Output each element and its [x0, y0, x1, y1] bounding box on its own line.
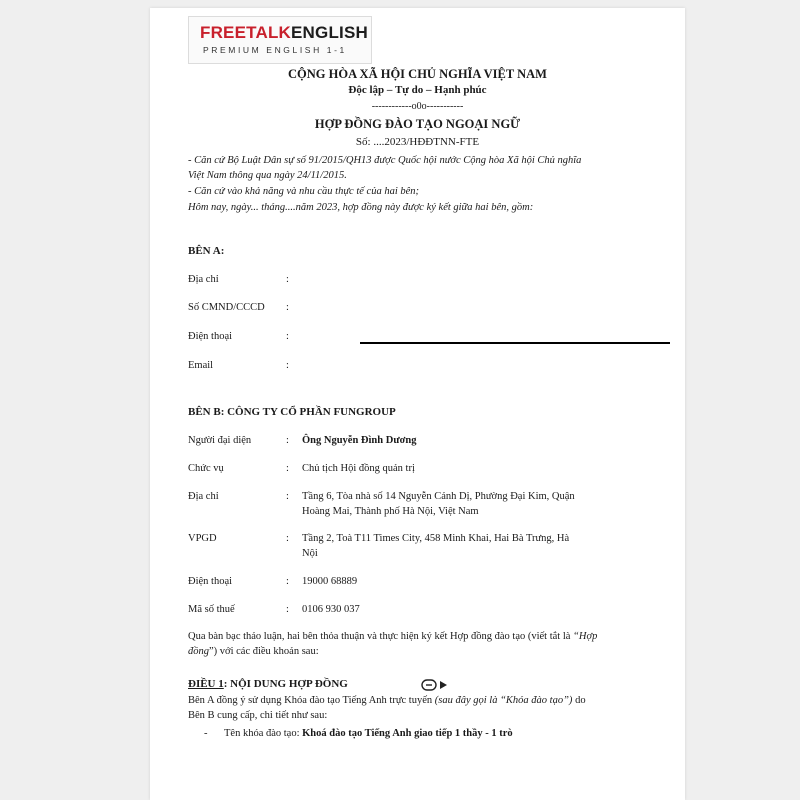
caret-arrow-icon	[421, 679, 453, 691]
party-b-address-label: Địa chỉ	[188, 491, 219, 502]
party-a-address-colon: :	[286, 274, 289, 285]
article-1-para-1: Bên A đồng ý sử dụng Khóa đào tạo Tiếng Anh trực tuyến (sau đây gọi là “Khóa đào tạo”) do	[188, 695, 586, 706]
party-b-office-label: VPGD	[188, 533, 217, 544]
party-a-phone-colon: :	[286, 331, 289, 342]
blank-fill-line	[360, 342, 670, 344]
party-a-id-label: Số CMND/CCCD	[188, 302, 265, 313]
party-a-email-colon: :	[286, 360, 289, 371]
legal-basis-1: - Căn cứ Bộ Luật Dân sự số 91/2015/QH13 được Quốc hội nước Cộng hòa Xã hội Chủ nghĩa	[188, 155, 582, 166]
agreement-line-1: Qua bàn bạc thảo luận, hai bên thỏa thuận và thực hiện ký kết Hợp đồng đào tạo (viết tắt là “Hợp	[188, 631, 598, 642]
article-1-para-2: Bên B cung cấp, chi tiết như sau:	[188, 710, 328, 721]
legal-basis-2: - Căn cứ vào khả năng và nhu cầu thực tế của hai bên;	[188, 186, 420, 197]
party-b-office-value-cont: Nội	[302, 548, 318, 559]
party-a-phone-label: Điện thoại	[188, 331, 233, 342]
party-b-phone-label: Điện thoại	[188, 576, 233, 587]
party-b-address-value-cont: Hoàng Mai, Thành phố Hà Nội, Việt Nam	[302, 506, 479, 517]
bullet-dash: -	[204, 728, 208, 739]
party-b-rep-label: Người đại diện	[188, 435, 252, 446]
party-a-address-label: Địa chỉ	[188, 274, 219, 285]
party-b-tax-label: Mã số thuế	[188, 604, 235, 615]
course-name-item: Tên khóa đào tạo: Khoá đào tạo Tiếng Anh giao tiếp 1 thầy - 1 trò	[224, 728, 513, 739]
party-b-rep-value: Ông Nguyễn Đình Dương	[302, 435, 417, 446]
contract-title: HỢP ĐỒNG ĐÀO TẠO NGOẠI NGỮ	[314, 117, 521, 131]
country-name: CỘNG HÒA XÃ HỘI CHỦ NGHĨA VIỆT NAM	[288, 67, 547, 81]
brand-logo	[188, 16, 372, 64]
party-b-position-value: Chủ tịch Hội đồng quản trị	[302, 463, 415, 474]
legal-basis-1-cont: Việt Nam thông qua ngày 24/11/2015.	[188, 170, 347, 181]
contract-number: Số: ....2023/HĐĐTNN-FTE	[355, 136, 480, 148]
party-b-address-value: Tầng 6, Tòa nhà số 14 Nguyễn Cảnh Dị, Phường Đại Kim, Quận	[302, 491, 575, 502]
contract-intro: Hôm nay, ngày... tháng....năm 2023, hợp đồng này được ký kết giữa hai bên, gồm:	[188, 202, 534, 213]
party-a-email-label: Email	[188, 360, 214, 371]
party-a-heading: BÊN A:	[188, 245, 225, 257]
party-a-id-colon: :	[286, 302, 289, 313]
party-b-address-colon: :	[286, 491, 289, 502]
party-b-heading: BÊN B: CÔNG TY CỔ PHẦN FUNGROUP	[188, 406, 396, 418]
article-1-heading: ĐIỀU 1: NỘI DUNG HỢP ĐỒNG	[188, 678, 348, 690]
logo-wordmark: FREETALKENGLISH	[200, 23, 368, 42]
party-b-office-value: Tầng 2, Toà T11 Times City, 458 Minh Khai, Hai Bà Trưng, Hà	[302, 533, 570, 544]
party-b-position-label: Chức vụ	[188, 463, 224, 474]
agreement-line-2: đồng”) với các điều khoản sau:	[188, 646, 319, 657]
party-b-phone-value: 19000 68889	[302, 576, 358, 587]
party-b-tax-colon: :	[286, 604, 289, 615]
header-separator: ------------o0o-----------	[371, 101, 464, 112]
logo-tagline: PREMIUM ENGLISH 1-1	[203, 45, 347, 55]
national-motto: Độc lập – Tự do – Hạnh phúc	[348, 84, 487, 96]
party-b-office-colon: :	[286, 533, 289, 544]
party-b-tax-value: 0106 930 037	[302, 604, 360, 615]
party-b-position-colon: :	[286, 463, 289, 474]
party-b-phone-colon: :	[286, 576, 289, 587]
party-b-rep-colon: :	[286, 435, 289, 446]
